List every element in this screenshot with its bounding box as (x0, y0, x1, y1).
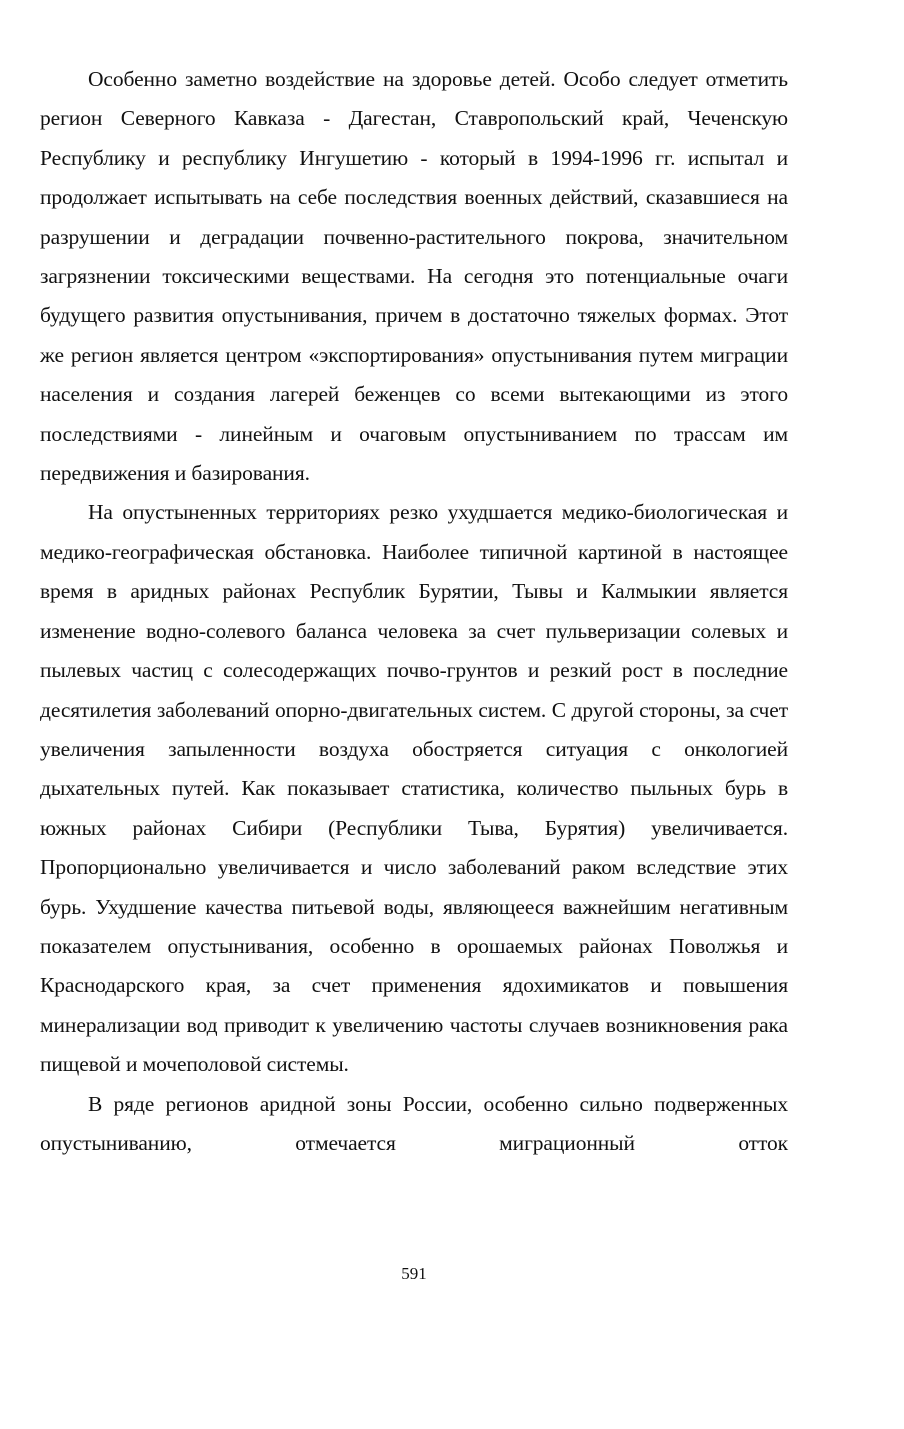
body-text (40, 60, 788, 1163)
paragraph-2: На опустыненных территориях резко ухудшается медико-биологическая и медико-географическая обстановка. Наиболее типичной картиной в настоящее время в аридных районах Республик Бурятии, Тывы и Калмыкии является изменение водно-солевого баланса человека за счет пульверизации солевых и пылевых частиц с солесодержащих почво-грунтов и резкий рост в последние десятилетия заболеваний опорно-двигательных систем. С другой стороны, за счет увеличения запыленности воздуха обостряется ситуация с онкологией дыхательных путей. Как показывает статистика, количество пыльных бурь в южных районах Сибири (Республики Тыва, Бурятия) увеличивается. Пропорционально увеличивается и число заболеваний раком вследствие этих бурь. Ухудшение качества питьевой воды, являющееся важнейшим негативным показателем опустынивания, особенно в орошаемых районах Поволжья и Краснодарского края, за счет применения ядохимикатов и повышения минерализации вод приводит к увеличению частоты случаев возникновения рака пищевой и мочеполовой системы. (40, 500, 788, 1077)
page-number: 591 (401, 1264, 427, 1283)
paragraph-3: В ряде регионов аридной зоны России, особенно сильно подверженных опустыниванию, отмечается миграционный отток (40, 1091, 788, 1155)
paragraph-1: Особенно заметно воздействие на здоровье детей. Особо следует отметить регион Северного Кавказа - Дагестан, Ставропольский край, Чеченскую Республику и республику Ингушетию - который в 1994-1996 гг. испытал и продолжает испытывать на себе последствия военных действий, сказавшиеся на разрушении и деградации почвенно-растительного покрова, значительном загрязнении токсическими веществами. На сегодня это потенциальные очаги будущего развития опустынивания, причем в достаточно тяжелых формах. Этот же регион является центром «экспортирования» опустынивания путем миграции населения и создания лагерей беженцев со всеми вытекающими из этого последствиями - линейным и очаговым опустыниванием по трассам им передвижения и базирования. (40, 67, 788, 486)
